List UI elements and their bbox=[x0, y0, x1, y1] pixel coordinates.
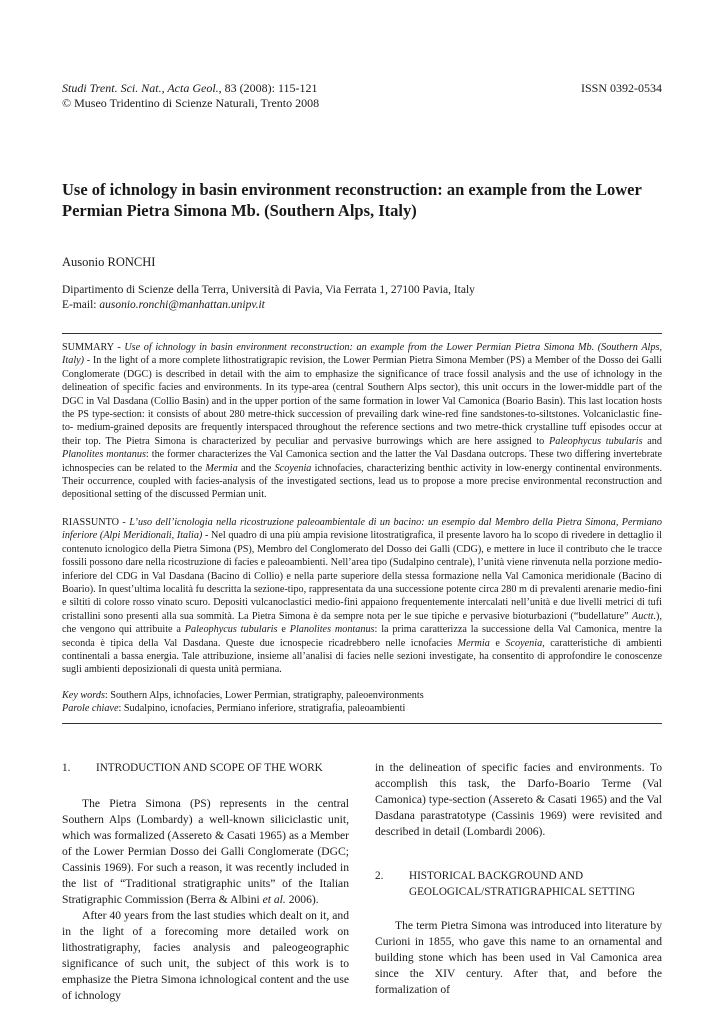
summary bbox=[62, 341, 662, 502]
keywords bbox=[62, 689, 662, 716]
journal-volume: , 83 (2008): 115-121 bbox=[218, 81, 318, 95]
journal-name: Studi Trent. Sci. Nat., Acta Geol. bbox=[62, 81, 219, 95]
summary-text: and bbox=[642, 435, 662, 447]
paragraph-text: The Pietra Simona (PS) represents in the central Southern Alps (Lombardy) a well-known siliciclastic unit, which was formalized (Assereto & Casati 1965) as a Member of the Lower Permian Dosso dei Galli Conglomerate (DGC; Cassinis 1969). For such a reason, it was recently included in the list of “Traditional stratigraphic units” of the Italian Stratigraphic Commission (Berra & Albini bbox=[62, 797, 349, 906]
summary-text: : the former characterizes the Val Camonica section and the latter the Val Dasdana outcrops. These two differing invertebrate ichnospecies can be related to the bbox=[62, 449, 662, 474]
summary-text: ichnofacies, characterizing benthic activity in low-energy continental environments. Their occurrence, coupled with facies-analysis of the investigated sections, lead us to propose a more precise environmental reconstruction and depositional setting of the discussed Permian unit. bbox=[62, 462, 662, 501]
key-words-label: Key words bbox=[62, 690, 105, 701]
right-column bbox=[375, 760, 662, 998]
section-title-line: GEOLOGICAL/STRATIGRAPHICAL SETTING bbox=[409, 886, 636, 898]
journal-header bbox=[62, 81, 662, 111]
email-line bbox=[62, 298, 662, 313]
paragraph: The term Pietra Simona was introduced into literature by Curioni in 1855, who gave this name to an ornamental and building stone which has been used in Val Camonica area since the XIV century. After that, and before the formalization of bbox=[375, 919, 662, 996]
riassunto-text: ), che vengono qui attribuite a bbox=[62, 610, 662, 636]
riassunto-text: e bbox=[489, 637, 506, 649]
issn: ISSN 0392-0534 bbox=[580, 81, 662, 95]
riassunto-text: - Nel quadro di una più ampia revisione litostratigrafica, il presente lavoro ha lo scopo di rivedere in dettaglio il contenuto icnologico della Pietra Simona (PS), Membro del Conglomerato del Dosso dei Galli (CDG), e mettere in luce il contributo che le tracce fossili possono dare nella ricostruzione di facies e paleoambienti. Nell’area tipo (Sudalpino centrale), l’unità viene rinvenuta nella porzione medio-inferiore del CDG in Val Dasdana (Bacino di Collio) e nella parte superiore della stessa formazione nella Val Camonica meridionale (Bacino di Boario). In quest’ultima località fu descritta la sezione-tipo, rappresentata da una successione potente circa 280 m di prevalenti arenarie medio-fini e siltiti di colore rosso vinato scuro. Depositi vulcanoclastici medio-fini appaiono frequentemente intercalati nell’unità e due livelli metrici di tufi cristallini sono presenti alla sua sommità. La Pietra Simona è da sempre nota per le sue tipiche e pervasive bioturbazioni (“budellature” bbox=[62, 530, 663, 622]
affiliation bbox=[62, 283, 662, 313]
key-words-text: : Southern Alps, ichnofacies, Lower Permian, stratigraphy, paleoenvironments bbox=[104, 690, 424, 701]
section-number: 1. bbox=[62, 762, 71, 774]
riassunto bbox=[62, 516, 662, 677]
summary-title: Use of ichnology in basin environment reconstruction: an example from the Lower Permian Pietra Simona Mb. (Southern Alps, Italy) bbox=[62, 342, 662, 367]
section-title bbox=[409, 868, 635, 900]
et-al: et al. bbox=[262, 893, 286, 906]
email-link[interactable]: ausonio.ronchi@manhattan.unipv.it bbox=[99, 299, 265, 311]
divider-top bbox=[62, 333, 662, 334]
summary-label: SUMMARY - bbox=[62, 342, 125, 353]
paragraph bbox=[62, 796, 349, 908]
key-words-line bbox=[62, 689, 662, 702]
page bbox=[62, 0, 662, 1024]
parole-chiave-label: Parole chiave bbox=[62, 703, 119, 715]
section-title-line: HISTORICAL BACKGROUND AND bbox=[409, 870, 584, 882]
taxon-name: Planolites montanus bbox=[62, 449, 146, 461]
department: Dipartimento di Scienze della Terra, Università di Pavia, Via Ferrata 1, 27100 Pavia, Italy bbox=[62, 284, 475, 296]
section-heading-1 bbox=[62, 760, 349, 776]
paragraph: in the delineation of specific facies and environments. To accomplish this task, the Darfo-Boario Terme (Val Camonica) type-section (Assereto & Casati 1965) and the Val Dasdana parastratotype (Cassinis 1969) were revisited and described in detail (Lombardi 2006). bbox=[375, 761, 662, 838]
taxon-name: Paleophycus tubularis bbox=[184, 624, 278, 636]
journal-citation bbox=[62, 81, 662, 96]
section-title: INTRODUCTION AND SCOPE OF THE WORK bbox=[96, 762, 323, 774]
paragraph-text: 2006). bbox=[285, 893, 319, 906]
ichnofacies-name: Scoyenia bbox=[505, 637, 543, 649]
taxon-name: Planolites montanus bbox=[289, 624, 375, 636]
divider-bottom bbox=[62, 723, 662, 724]
riassunto-text: , caratteristiche di ambienti continentali a bassa energia. Tale attribuzione, insieme all’analisi di facies nelle sezioni investigate, ha consentito di approfondire le conoscenze sugli ambienti deposizionali di questa unità permiana. bbox=[62, 637, 662, 676]
taxon-name: Paleophycus tubularis bbox=[549, 435, 643, 447]
author: Ausonio RONCHI bbox=[62, 255, 156, 269]
parole-chiave-line bbox=[62, 702, 662, 715]
paper-title: Use of ichnology in basin environment reconstruction: an example from the Lower Permian Pietra Simona Mb. (Southern Alps, Italy) bbox=[62, 180, 642, 220]
riassunto-text: e bbox=[277, 624, 290, 636]
summary-text: - In the light of a more complete lithostratigrapic revision, the Lower Permian Pietra Simona Member (PS) a Member of the Dosso dei Galli Conglomerate (DGC) is described in detail with the aim to emphasize the significance of trace fossil analysis and the use of ichnology in the delineation of specific facies and environments. In its type-area (central Southern Alps sector), this unit occurs in the lower-middle part of the DGC in Val Dasdana (Collio Basin) and in the upper portion of the same formation in lower Val Camonica (Boario Basin). This last location hosts the PS type-section: it consists of about 280 metre-thick succession of prevailing dark wine-red fine sandstones-to-siltstones. Volcaniclastic fine-to- medium-grained deposits are frequently interspaced throughout the reference sections and two metre-thick crystalline tuff episodes occur at their top. The Pietra Simona is characterized by peculiar and pervasive burrowings which are here assigned to bbox=[62, 355, 662, 447]
parole-chiave-text: : Sudalpino, icnofacies, Permiano inferiore, stratigrafia, paleoambienti bbox=[118, 703, 406, 715]
summary-text: and the bbox=[237, 462, 275, 474]
riassunto-text: : la prima caratterizza la successione della Val Camonica, mentre la seconda è tipica della Val Dasdana. Queste due icnospecie ricadrebbero nelle icnofacies bbox=[62, 624, 662, 649]
copyright: © Museo Tridentino di Scienze Naturali, Trento 2008 bbox=[62, 96, 320, 110]
auctt: Auctt. bbox=[632, 610, 657, 622]
ichnofacies-name: Mermia bbox=[205, 462, 238, 474]
riassunto-label: RIASSUNTO - bbox=[62, 517, 130, 528]
email-label: E-mail: bbox=[62, 299, 100, 311]
section-number: 2. bbox=[375, 870, 384, 882]
paragraph: After 40 years from the last studies which dealt on it, and in the light of a forecoming more detailed work on lithostratigraphy, facies analysis and paleogeographic significance of such unit, the subject of this work is to emphasize the Pietra Simona ichnological content and the use of ichnology bbox=[62, 909, 349, 1002]
section-heading-2 bbox=[375, 868, 662, 900]
ichnofacies-name: Scoyenia bbox=[274, 462, 312, 474]
left-column bbox=[62, 760, 349, 1004]
riassunto-title: L’uso dell’icnologia nella ricostruzione paleoambientale di un bacino: un esempio dal Membro della Pietra Simona, Permiano inferiore (Alpi Meridionali, Italia) bbox=[62, 517, 662, 542]
ichnofacies-name: Mermia bbox=[457, 637, 490, 649]
